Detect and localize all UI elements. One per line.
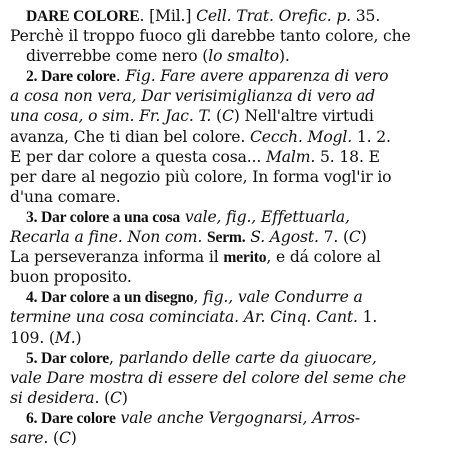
entry-line	[10, 368, 470, 388]
entry-line	[10, 267, 470, 287]
entry-line	[10, 428, 470, 448]
entry-line	[10, 388, 470, 408]
text-run: )	[75, 328, 82, 347]
text-run: (	[211, 107, 222, 126]
italic-run: Recarla a fine. Non com.	[10, 228, 207, 247]
italic-run: S. Agost.	[250, 228, 319, 247]
italic-run: Malm.	[265, 147, 316, 166]
italic-run: Cecch. Mogl.	[249, 127, 353, 146]
entry-line	[10, 127, 470, 147]
text-run: . (	[43, 428, 59, 447]
headword-run: Serm.	[207, 229, 246, 247]
text-run: avanza, Che ti dian bel colore.	[10, 127, 250, 146]
entry-line	[10, 86, 470, 106]
italic-run: C	[348, 228, 361, 247]
text-run: 35.	[350, 7, 381, 25]
text-run: ,	[193, 288, 204, 307]
italic-run: vale Dare mostra di essere del colore del seme che	[10, 368, 407, 387]
text-run: )	[121, 388, 128, 407]
italic-run: M.	[54, 328, 76, 347]
text-run: 109. (	[10, 328, 55, 347]
entry-line	[10, 227, 470, 247]
entry-line	[10, 147, 470, 167]
entry-line	[10, 106, 470, 126]
text-run: d'una comare.	[10, 187, 121, 206]
text-run: ).	[278, 47, 290, 66]
italic-run: C	[58, 428, 71, 447]
italic-run: Cell. Trat. Orefic. p.	[196, 7, 351, 25]
text-run: buon proposito.	[10, 268, 132, 287]
entry-line	[10, 167, 470, 187]
text-run: ,	[109, 348, 119, 367]
entry-line	[10, 307, 470, 327]
italic-run: si desidera	[10, 388, 95, 407]
italic-run: termine una cosa cominciata. Ar. Cinq. Cant.	[10, 308, 358, 327]
italic-run: a cosa non vera, Dar verisimiglianza di vero ad	[10, 87, 375, 106]
italic-run: fig., vale Condurre a	[203, 288, 363, 307]
text-run: ) Nell'altre virtudi	[233, 107, 374, 126]
text-run: . [Mil.]	[139, 7, 197, 25]
dictionary-entry	[10, 6, 470, 448]
entry-line	[10, 6, 470, 26]
entry-line	[10, 66, 470, 86]
italic-run: una cosa, o sim. Fr. Jac. T.	[10, 107, 212, 126]
text-run: .	[115, 67, 126, 86]
text-run: 5. 18. E	[315, 147, 380, 166]
entry-line	[10, 187, 470, 207]
entry-line	[10, 247, 470, 267]
italic-run: vale anche Vergognarsi, Arros-	[120, 408, 361, 427]
entry-line	[10, 287, 470, 307]
headword-run: DARE COLORE	[26, 8, 140, 25]
text-run: )	[70, 428, 77, 447]
italic-run: Fig. Fare avere apparenza di vero	[125, 67, 389, 86]
text-run: . (	[94, 388, 111, 407]
text-run: 7. (	[318, 228, 349, 247]
headword-run: merito	[223, 249, 267, 267]
italic-run: C	[110, 388, 122, 407]
italic-run: parlando delle carte da giuocare,	[118, 348, 377, 367]
text-run: 1.	[357, 308, 378, 327]
text-run: 1. 2.	[352, 127, 391, 146]
text-run: )	[360, 228, 367, 247]
entry-line	[10, 328, 470, 348]
text-run: Perchè il troppo fuoco gli darebbe tanto colore, che	[10, 27, 411, 46]
italic-run: sare	[10, 428, 44, 447]
italic-run: lo smalto	[208, 47, 279, 66]
headword-run: 2. Dare colore	[26, 68, 116, 86]
text-run: La perseveranza informa il	[10, 248, 224, 267]
entry-line	[10, 207, 470, 227]
text-run: per dare al negozio più colore, In forma vogl'ir io	[10, 167, 392, 186]
entry-line	[10, 46, 470, 66]
headword-run: 5. Dar colore	[26, 349, 109, 367]
text-run: , e dá colore al	[266, 248, 381, 267]
italic-run: C	[222, 107, 234, 126]
entry-line	[10, 26, 470, 46]
headword-run: 6. Dare colore	[26, 409, 116, 427]
entry-line	[10, 408, 470, 428]
headword-run: 4. Dar colore a un disegno	[26, 289, 194, 307]
entry-line	[10, 348, 470, 368]
text-run: diverrebbe come nero (	[26, 47, 209, 66]
italic-run: vale, fig., Effettuarla,	[184, 207, 350, 226]
text-run: E per dar colore a questa cosa...	[10, 147, 266, 166]
headword-run: 3. Dar colore a una cosa	[26, 208, 181, 226]
